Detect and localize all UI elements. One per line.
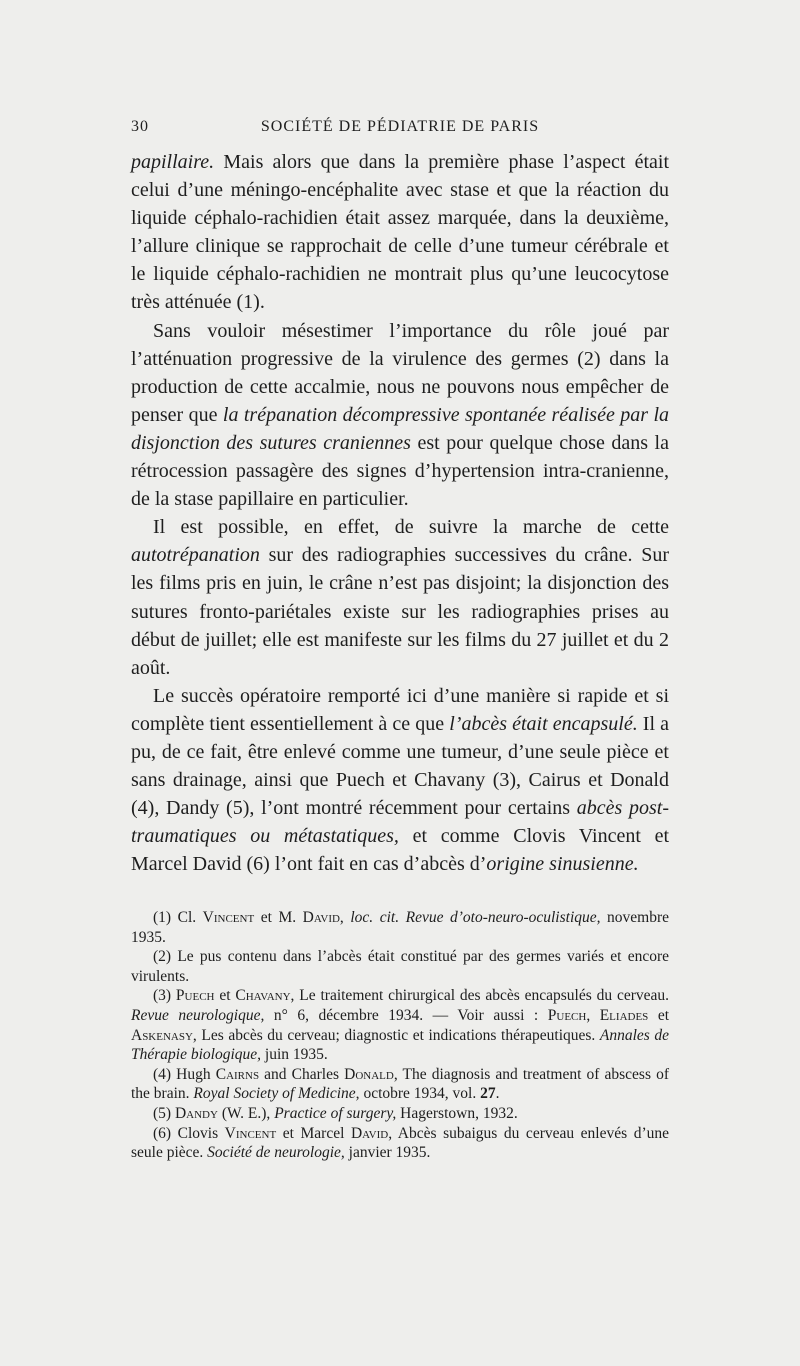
paragraph-4 [131, 682, 669, 879]
text-run: janvier 1935. [344, 1144, 431, 1162]
text-run: Le traitement chirurgical des abcès encapsulés du cerveau. [294, 987, 670, 1005]
text-run: Sans vouloir mésestimer l’importance du rôle joué par l’atténuation progressive de la virulence des germes (2) dans la production de cette accalmie, nous ne pouvons nous empêcher de penser que [131, 319, 669, 426]
italic-text: Annales de Thérapie biologique, [131, 1026, 669, 1064]
text-run: The diagnosis and treatment of abscess of the brain. [131, 1065, 670, 1103]
author-name: Donald, [344, 1065, 398, 1083]
volume-number: 27 [480, 1085, 496, 1103]
text-run: octobre 1934, vol. [359, 1085, 481, 1103]
italic-text: loc. cit. Revue d’oto-neuro-oculistique, [350, 909, 601, 926]
italic-text: papillaire. [131, 151, 215, 173]
text-run: and Charles [259, 1065, 345, 1083]
footnote-6 [131, 1124, 669, 1163]
text-run: Les abcès du cerveau; diagnostic et indications thérapeutiques. [196, 1026, 600, 1044]
text-run: et comme Clovis Vincent et Marcel David (6) l’ont fait en cas d’abcès d’ [131, 825, 670, 876]
running-title: SOCIÉTÉ DE PÉDIATRIE DE PARIS [260, 118, 540, 135]
text-run: (2) Le pus contenu dans l’abcès était constitué par des germes variés et encore virulents. [131, 948, 669, 985]
text-run: . [495, 1085, 500, 1103]
text-run: Hagerstown, 1932. [396, 1104, 518, 1122]
paragraph-2 [131, 317, 669, 514]
italic-text: la trépanation décompressive spontanée réalisée par la disjonction des sutures craniennes [131, 403, 670, 454]
text-run: Il est possible, en effet, de suivre la marche de cette [153, 516, 669, 539]
text-run: et [648, 1006, 670, 1024]
text-run: Abcès subaigus du cerveau enlevés d’une seule pièce. [131, 1124, 669, 1162]
text-run: juin 1935. [261, 1046, 328, 1064]
author-name: Vincent [224, 1124, 277, 1142]
author-name: David, [302, 909, 344, 926]
author-name: Chavany, [235, 987, 295, 1005]
author-name: David, [350, 1124, 393, 1142]
footnotes [131, 908, 669, 1163]
author-name: Puech, Eliades [547, 1006, 649, 1024]
text-run: novembre 1935. [131, 909, 670, 946]
italic-text: l’abcès était encapsulé. [449, 712, 638, 735]
italic-text: abcès post-traumatiques ou métastatiques, [131, 797, 669, 848]
italic-text: origine sinusienne. [486, 853, 639, 876]
page-number: 30 [131, 118, 149, 135]
body-text [131, 148, 669, 878]
text-run: sur des radiographies successives du crâne. Sur les films pris en juin, le crâne n’est pas disjoint; la disjonction des sutures fronto-pariétales existe sur les radiographies prises au début de juillet; elle est manifeste sur les films du 27 juillet et du 2 août. [131, 544, 669, 679]
author-name: Vincent [202, 909, 255, 926]
italic-text: Revue neurologique, [131, 1006, 265, 1024]
footnote-4 [131, 1065, 669, 1104]
footnote-5 [131, 1104, 669, 1124]
text-run: (3) [153, 987, 176, 1005]
text-run: Le succès opératoire remporté ici d’une manière si rapide et si complète tient essentiellement à ce que [131, 684, 669, 735]
paragraph-3 [131, 513, 669, 682]
running-header [131, 118, 669, 142]
text-run: Mais alors que dans la première phase l’aspect était celui d’une méningo-encéphalite avec stase et que la réaction du liquide céphalo-rachidien était assez marquée, dans la deuxième, l’allure clinique se rapprochait de celle d’une tumeur cérébrale et le liquide céphalo-rachidien ne montrait plus qu’une leucocytose très atténuée (1). [131, 151, 669, 314]
text-run: (W. E.), [217, 1104, 275, 1122]
text-run: (5) [153, 1104, 175, 1122]
text-run: (6) Clovis [153, 1124, 225, 1142]
text-run: est pour quelque chose dans la rétrocession passagère des signes d’hypertension intra-cranienne, de la stase papillaire en particulier. [131, 431, 669, 511]
italic-text: Société de neurologie, [207, 1144, 345, 1162]
footnote-1 [131, 908, 669, 947]
author-name: Dandy [174, 1104, 218, 1122]
text-run: et Marcel [276, 1124, 351, 1142]
text-run: (1) Cl. [153, 909, 203, 926]
paragraph-1 [131, 148, 669, 317]
author-name: Cairns [215, 1065, 260, 1083]
italic-text: autotrépanation [131, 544, 260, 567]
italic-text: Royal Society of Medicine, [193, 1085, 360, 1103]
text-run: Il a pu, de ce fait, être enlevé comme une tumeur, d’une seule pièce et sans drainage, ainsi que Puech et Chavany (3), Cairus et Donald (4), Dandy (5), l’ont montré récemment pour certains [131, 712, 669, 820]
footnote-2 [131, 947, 669, 986]
footnote-3 [131, 986, 669, 1064]
italic-text: Practice of surgery, [274, 1104, 397, 1122]
text-run: et [214, 987, 236, 1005]
text-run: et M. [254, 909, 303, 926]
author-name: Puech [175, 987, 215, 1005]
text-run: n° 6, décembre 1934. — Voir aussi : [264, 1006, 548, 1024]
text-run: (4) Hugh [153, 1065, 216, 1083]
author-name: Askenasy, [131, 1026, 197, 1044]
